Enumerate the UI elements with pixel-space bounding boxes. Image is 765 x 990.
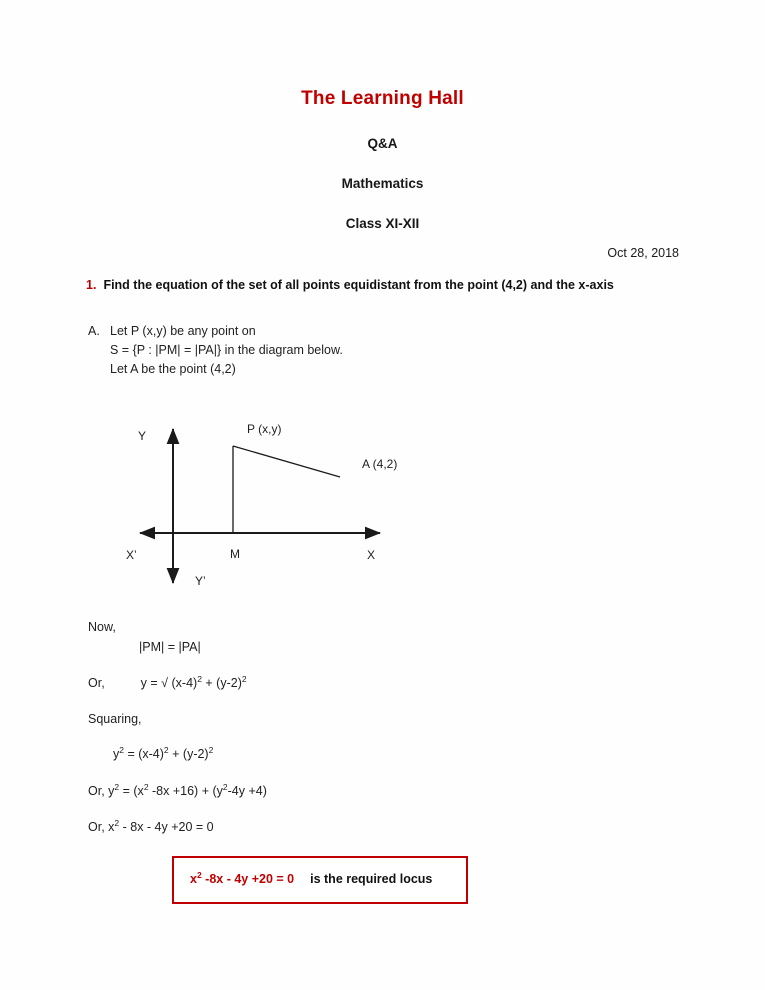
derivation-eq-1-lhs-sup: 2: [119, 744, 124, 755]
diagram-label-p: P (x,y): [247, 422, 282, 436]
derivation-or-3-rest: - 8x - 4y +20 = 0: [119, 820, 214, 834]
derivation-or-3-prefix: Or, x: [88, 820, 115, 834]
derivation-eq-1-sup-2: 2: [208, 744, 214, 755]
coordinate-diagram: [110, 415, 440, 600]
derivation-or-1-mid: + (y-2): [201, 676, 242, 690]
derivation-or-2-a: = (x: [119, 784, 144, 798]
result-tail-text: is the required locus: [310, 872, 433, 886]
answer-lines: [110, 322, 343, 379]
document-subtitle-qa: Q&A: [367, 135, 398, 151]
result-equation-sup: 2: [196, 869, 202, 880]
document-title: The Learning Hall: [301, 88, 464, 109]
derivation-or-2-prefix: Or, y: [88, 784, 115, 798]
derivation-eq-1-sup-1: 2: [163, 744, 169, 755]
derivation-or-2-sup-a: 2: [143, 781, 149, 792]
derivation-or-1-sup-1: 2: [197, 673, 202, 684]
result-equation-rest: -8x - 4y +20 = 0: [201, 872, 295, 886]
result-content: [190, 869, 433, 886]
document-subtitle-subject: Mathematics: [341, 175, 424, 191]
derivation-equality: |PM| = |PA|: [139, 640, 201, 654]
question-text: Find the equation of the set of all points equidistant from the point (4,2) and the x-axis: [103, 278, 614, 292]
derivation-or-3-sup: 2: [114, 817, 120, 828]
segment-pa: [233, 446, 340, 477]
answer-block: [88, 322, 343, 379]
derivation-or-1-lhs: y = √ (x-4): [140, 676, 198, 690]
answer-label: A.: [88, 324, 100, 338]
diagram-label-m: M: [230, 547, 240, 561]
derivation-eq-1-tail: + (y-2): [168, 747, 209, 761]
derivation-or-1-prefix: Or,: [88, 676, 105, 690]
document-subtitle-class: Class XI-XII: [345, 216, 420, 232]
result-equation-lead: x: [190, 872, 197, 886]
diagram-label-x: X: [367, 548, 376, 562]
document-date: Oct 28, 2018: [607, 246, 679, 260]
result-box: [172, 856, 468, 904]
derivation-or-2-b: -8x +16) + (y: [148, 784, 223, 798]
derivation-eq-1: [113, 744, 214, 761]
answer-line-1: Let P (x,y) be any point on: [110, 324, 256, 338]
diagram-svg: [110, 415, 440, 600]
diagram-label-y: Y: [138, 429, 147, 443]
result-equation: [190, 869, 295, 886]
diagram-label-y-prime: Y’: [195, 574, 206, 588]
answer-line-2: S = {P : |PM| = |PA|} in the diagram below.: [110, 343, 343, 357]
diagram-label-a: A (4,2): [362, 457, 398, 471]
question-number: 1.: [86, 278, 97, 292]
derivation-eq-1-mid: = (x-4): [123, 747, 164, 761]
document-header: [0, 88, 765, 232]
derivation-eq-1-lhs: y: [113, 747, 120, 761]
derivation-or-3: [88, 817, 214, 834]
diagram-label-x-prime: X’: [126, 548, 137, 562]
derivation-or-2-prefix-sup: 2: [114, 781, 120, 792]
derivation-or-2: [88, 781, 267, 798]
derivation-or-1-sup-2: 2: [241, 673, 247, 684]
derivation-or-2-sup-b: 2: [222, 781, 228, 792]
question-line: [86, 278, 614, 292]
answer-line-3: Let A be the point (4,2): [110, 362, 236, 376]
derivation-now: Now,: [88, 620, 116, 634]
derivation-squaring: Squaring,: [88, 712, 142, 726]
derivation-or-2-c: -4y +4): [227, 784, 267, 798]
derivation-or-1: [88, 673, 247, 690]
